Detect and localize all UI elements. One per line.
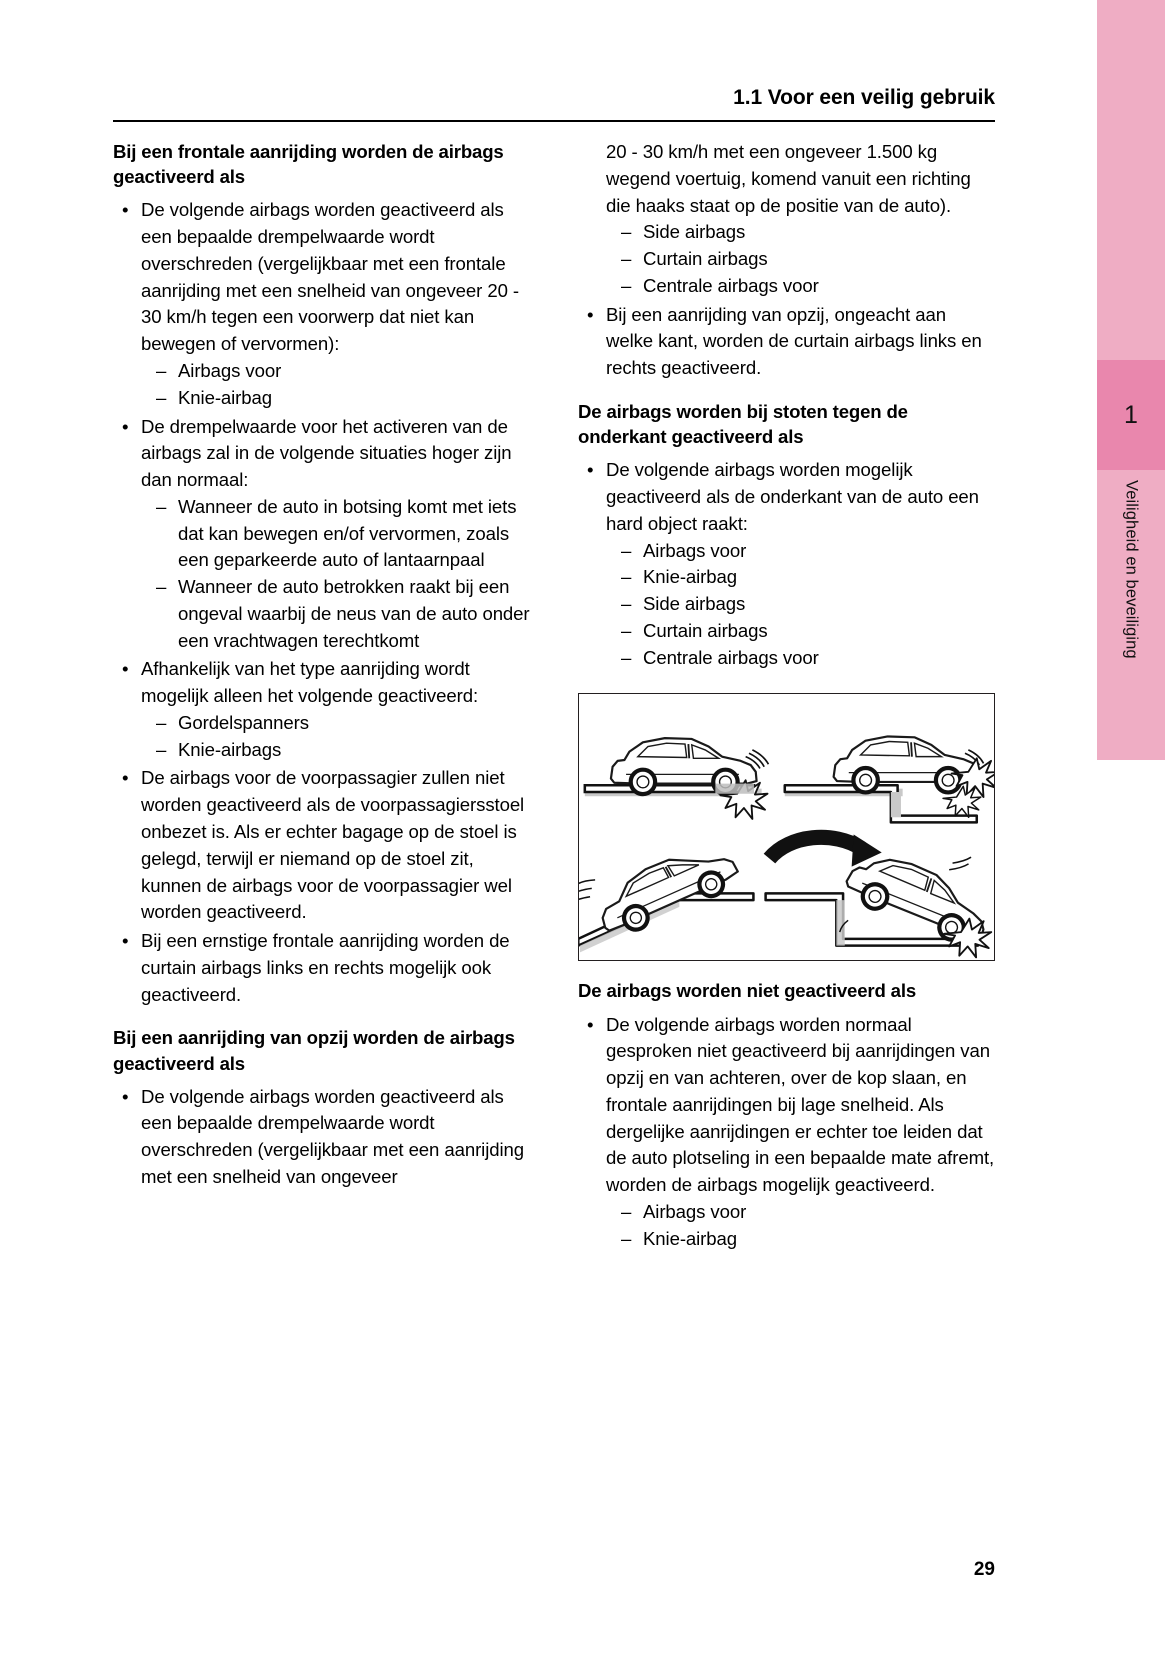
heading-not-activated: De airbags worden niet geactiveerd als [578,980,917,1002]
sub-list-item-text: Curtain airbags [643,248,768,270]
list-item [113,928,530,1008]
dash-icon: – [621,1200,632,1222]
list-item [578,457,995,671]
sub-list-item [621,1226,995,1253]
chapter-label: Veiligheid en beveiliging [1122,480,1141,659]
bullet-dot-icon: • [587,303,594,325]
sub-list-item [156,574,530,654]
bullet-list-frontal [113,197,530,1008]
heading-side-collision: Bij een aanrijding van opzij worden de airbags geactiveerd als [113,1027,515,1074]
dash-icon: – [621,221,632,243]
bullet-dot-icon: • [122,199,129,221]
dash-icon: – [621,646,632,668]
sub-list-item-text: Side airbags [643,593,746,615]
dash-icon: – [621,248,632,270]
chapter-tab-current [1097,360,1165,470]
dash-icon: – [156,738,167,760]
dash-icon: – [156,386,167,408]
tab-band-top [1097,0,1165,360]
sub-list-item-text: Airbags voor [643,1200,747,1222]
list-item [113,765,530,926]
sub-list [621,219,995,299]
list-item-text: Afhankelijk van het type aanrijding wordt mogelijk alleen het volgende geactiveerd: [141,658,479,707]
sub-list-item [621,645,995,672]
list-item-text: De airbags voor de voorpassagier zullen niet worden geactiveerd als de voorpassagiersstoel onbezet is. Als er echter bagage op de stoel is gelegd, terwijl er niemand op de stoel zit, kunnen de airbags voor de voorpassagier wel worden geactiveerd. [141,767,525,923]
sub-list-item-text: Wanneer de auto betrokken raakt bij een ongeval waarbij de neus van de auto onder een vrachtwagen terechtkomt [178,576,530,651]
heading-underbody-impact: De airbags worden bij stoten tegen de onderkant geactiveerd als [578,400,908,448]
sub-list-item [621,591,995,618]
list-item-text: De volgende airbags worden mogelijk geactiveerd als de onderkant van de auto een hard object raakt: [606,459,979,534]
bullet-dot-icon: • [122,767,129,789]
sub-list [156,710,530,764]
dash-icon: – [156,711,167,733]
sub-list-item-text: Airbags voor [178,359,282,381]
page-header [113,86,995,119]
list-item-text: De volgende airbags worden geactiveerd als een bepaalde drempelwaarde wordt overschreden (vergelijkbaar met een aanrijding met een snelheid van ongeveer [141,1085,524,1188]
dash-icon: – [621,566,632,588]
dash-icon: – [156,576,167,598]
continuation-text: 20 - 30 km/h met een ongeveer 1.500 kg wegend voertuig, komend vanuit een richting die haaks staat op de positie van de auto). [606,141,971,216]
sub-list-item [621,538,995,565]
sub-list-item-text: Airbags voor [643,539,747,561]
sub-list-item [621,618,995,645]
left-column [113,139,530,1193]
chapter-tab-strip [1097,0,1165,1653]
sub-list-item [621,1199,995,1226]
dash-icon: – [621,1227,632,1249]
dash-icon: – [621,593,632,615]
chapter-number: 1 [1124,400,1138,429]
sub-list-item-text: Centrale airbags voor [643,274,819,296]
bullet-dot-icon: • [587,459,594,481]
chapter-label-wrap [1097,470,1165,760]
sub-list-item-text: Knie-airbag [643,1227,737,1249]
list-item [113,656,530,763]
dash-icon: – [621,619,632,641]
sub-list-item-text: Knie-airbags [178,738,282,760]
sub-list-item [156,494,530,574]
dash-icon: – [156,495,167,517]
list-item-text: Bij een aanrijding van opzij, ongeacht aan welke kant, worden de curtain airbags links en rechts geactiveerd. [606,303,982,379]
page-content [113,139,995,1499]
sub-list-item-text: Curtain airbags [643,619,768,641]
dash-icon: – [156,359,167,381]
sub-list-item-text: Gordelspanners [178,711,309,733]
page-title: 1.1 Voor een veilig gebruik [733,86,995,109]
right-column [578,139,995,1254]
sub-list-item-text: Knie-airbag [643,566,737,588]
list-item-text: De drempelwaarde voor het activeren van de airbags zal in de volgende situaties hoger zijn dan normaal: [141,415,512,491]
dash-icon: – [621,274,632,296]
heading-frontal-collision: Bij een frontale aanrijding worden de airbags geactiveerd als [113,141,504,188]
bullet-dot-icon: • [122,415,129,437]
sub-list-item [621,246,995,273]
list-item [113,414,530,655]
sub-list [156,358,530,412]
sub-list [621,538,995,672]
sub-list-item [156,737,530,764]
underbody-impact-illustration [578,693,995,961]
sub-list-item [621,273,995,300]
list-item [578,139,995,300]
bullet-dot-icon: • [122,658,129,680]
page-number: 29 [973,1559,995,1580]
list-item [578,302,995,382]
header-rule [113,120,995,122]
bullet-list-underbody [578,457,995,671]
continuation-list [578,139,995,382]
sub-list-item-text: Side airbags [643,221,746,243]
sub-list-item [156,710,530,737]
sub-list-item-text: Centrale airbags voor [643,646,819,668]
list-item [578,1012,995,1253]
bullet-list-not-activated [578,1012,995,1253]
sub-list-item-text: Knie-airbag [178,386,272,408]
list-item [113,1084,530,1191]
sub-list-item [156,358,530,385]
bullet-list-side [113,1084,530,1191]
list-item-text: Bij een ernstige frontale aanrijding worden de curtain airbags links en rechts mogelijk ook geactiveerd. [141,930,510,1005]
list-item-text: De volgende airbags worden geactiveerd als een bepaalde drempelwaarde wordt overschreden (vergelijkbaar met een frontale aanrijding met een snelheid van ongeveer 20 - 30 km/h tegen een voorwerp dat niet kan bewegen of vervormen): [141,199,519,355]
sub-list-item [156,385,530,412]
bullet-dot-icon: • [122,1085,129,1107]
list-item-text: De volgende airbags worden normaal gesproken niet geactiveerd bij aanrijdingen van opzij en van achteren, over de kop slaan, en frontale aanrijdingen bij lage snelheid. Als dergelijke aanrijdingen er echter toe leiden dat de auto plotseling in een bepaalde mate afremt, worden de airbags mogelijk geactiveerd. [606,1013,995,1196]
sub-list [156,494,530,655]
sub-list-item-text: Wanneer de auto in botsing komt met iets dat kan bewegen en/of vervormen, zoals een geparkeerde auto of lantaarnpaal [178,495,517,571]
sub-list-item [621,564,995,591]
sub-list [621,1199,995,1253]
list-item [113,197,530,411]
bullet-dot-icon: • [122,930,129,952]
dash-icon: – [621,539,632,561]
bullet-dot-icon: • [587,1013,594,1035]
sub-list-item [621,219,995,246]
